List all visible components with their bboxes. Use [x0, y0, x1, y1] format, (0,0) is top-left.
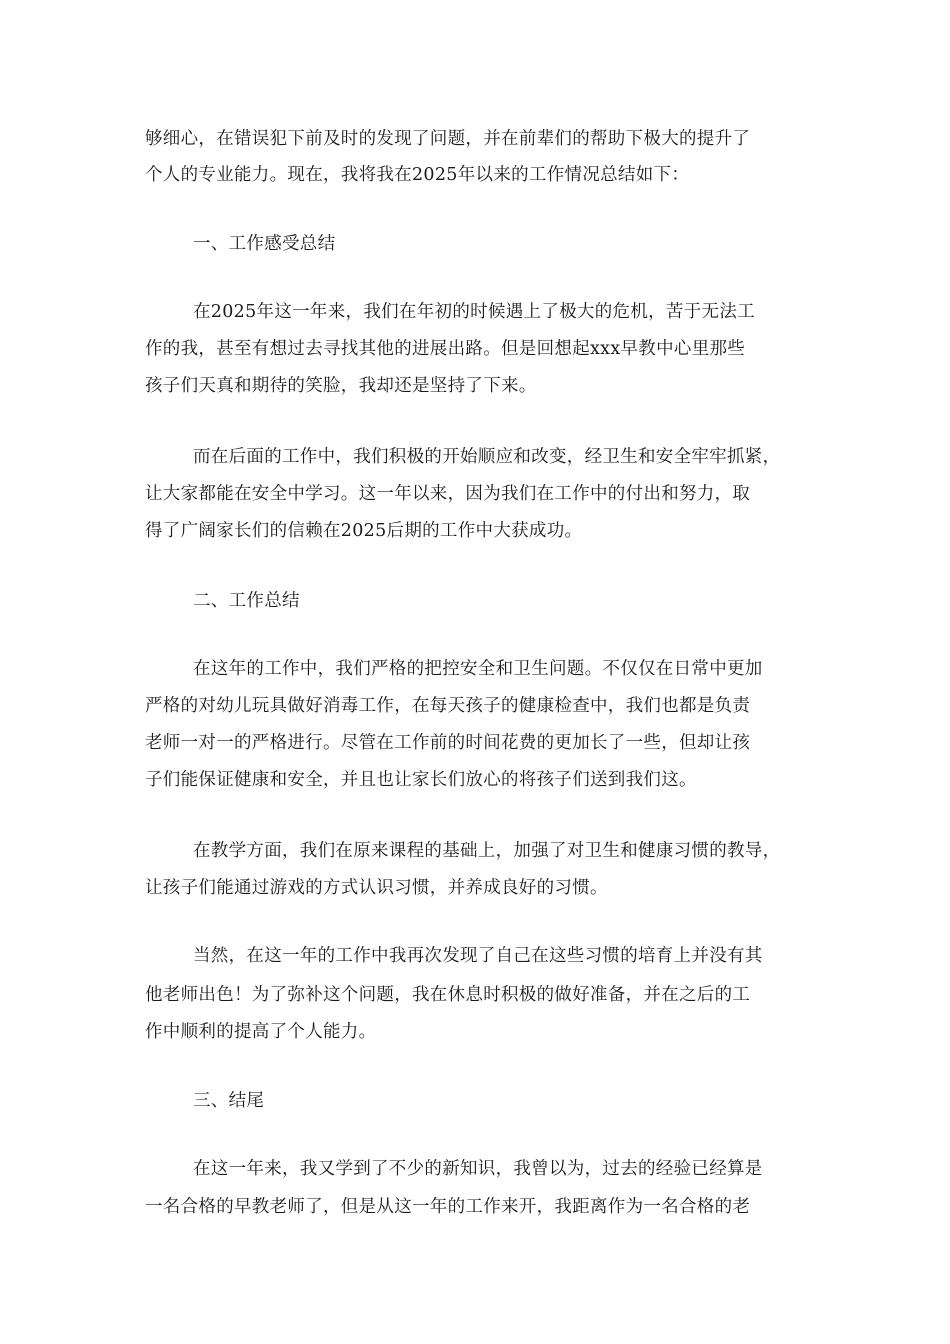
paragraph-line: 在这一年来，我又学到了不少的新知识，我曾以为，过去的经验已经算是 — [193, 1159, 763, 1179]
paragraph-line: 子们能保证健康和安全，并且也让家长们放心的将孩子们送到我们这。 — [145, 770, 697, 790]
paragraph-line: 个人的专业能力。现在，我将我在2025年以来的工作情况总结如下： — [145, 165, 690, 185]
paragraph-line: 他老师出色！为了弥补这个问题，我在休息时积极的做好准备，并在之后的工 — [145, 985, 751, 1005]
paragraph-line: 让孩子们能通过游戏的方式认识习惯，并养成良好的习惯。 — [145, 878, 608, 898]
section-heading-3: 三、结尾 — [193, 1091, 265, 1111]
paragraph-line: 严格的对幼儿玩具做好消毒工作，在每天孩子的健康检查中，我们也都是负责 — [145, 696, 751, 716]
section-heading-1: 一、工作感受总结 — [193, 234, 336, 254]
section-heading-2: 二、工作总结 — [193, 591, 300, 611]
paragraph-line: 让大家都能在安全中学习。这一年以来，因为我们在工作中的付出和努力，取 — [145, 484, 751, 504]
paragraph-line: 而在后面的工作中，我们积极的开始顺应和改变，经卫生和安全牢牢抓紧， — [193, 447, 781, 467]
paragraph-line: 在2025年这一年来，我们在年初的时候遇上了极大的危机，苦于无法工 — [193, 302, 755, 322]
paragraph-line: 老师一对一的严格进行。尽管在工作前的时间花费的更加长了一些，但却让孩 — [145, 733, 751, 753]
paragraph-line: 在这年的工作中，我们严格的把控安全和卫生问题。不仅仅在日常中更加 — [193, 659, 763, 679]
paragraph-line: 在教学方面，我们在原来课程的基础上，加强了对卫生和健康习惯的教导， — [193, 841, 781, 861]
paragraph-line: 当然，在这一年的工作中我再次发现了自己在这些习惯的培育上并没有其 — [193, 946, 763, 966]
paragraph-line: 够细心，在错误犯下前及时的发现了问题，并在前辈们的帮助下极大的提升了 — [145, 129, 751, 149]
paragraph-line: 作中顺利的提高了个人能力。 — [145, 1022, 377, 1042]
paragraph-line: 一名合格的早教老师了，但是从这一年的工作来开，我距离作为一名合格的老 — [145, 1197, 751, 1217]
paragraph-line: 得了广阔家长们的信赖在2025后期的工作中大获成功。 — [145, 521, 583, 541]
paragraph-line: 作的我，甚至有想过去寻找其他的进展出路。但是回想起xxx早教中心里那些 — [145, 339, 746, 359]
paragraph-line: 孩子们天真和期待的笑脸，我却还是坚持了下来。 — [145, 376, 537, 396]
